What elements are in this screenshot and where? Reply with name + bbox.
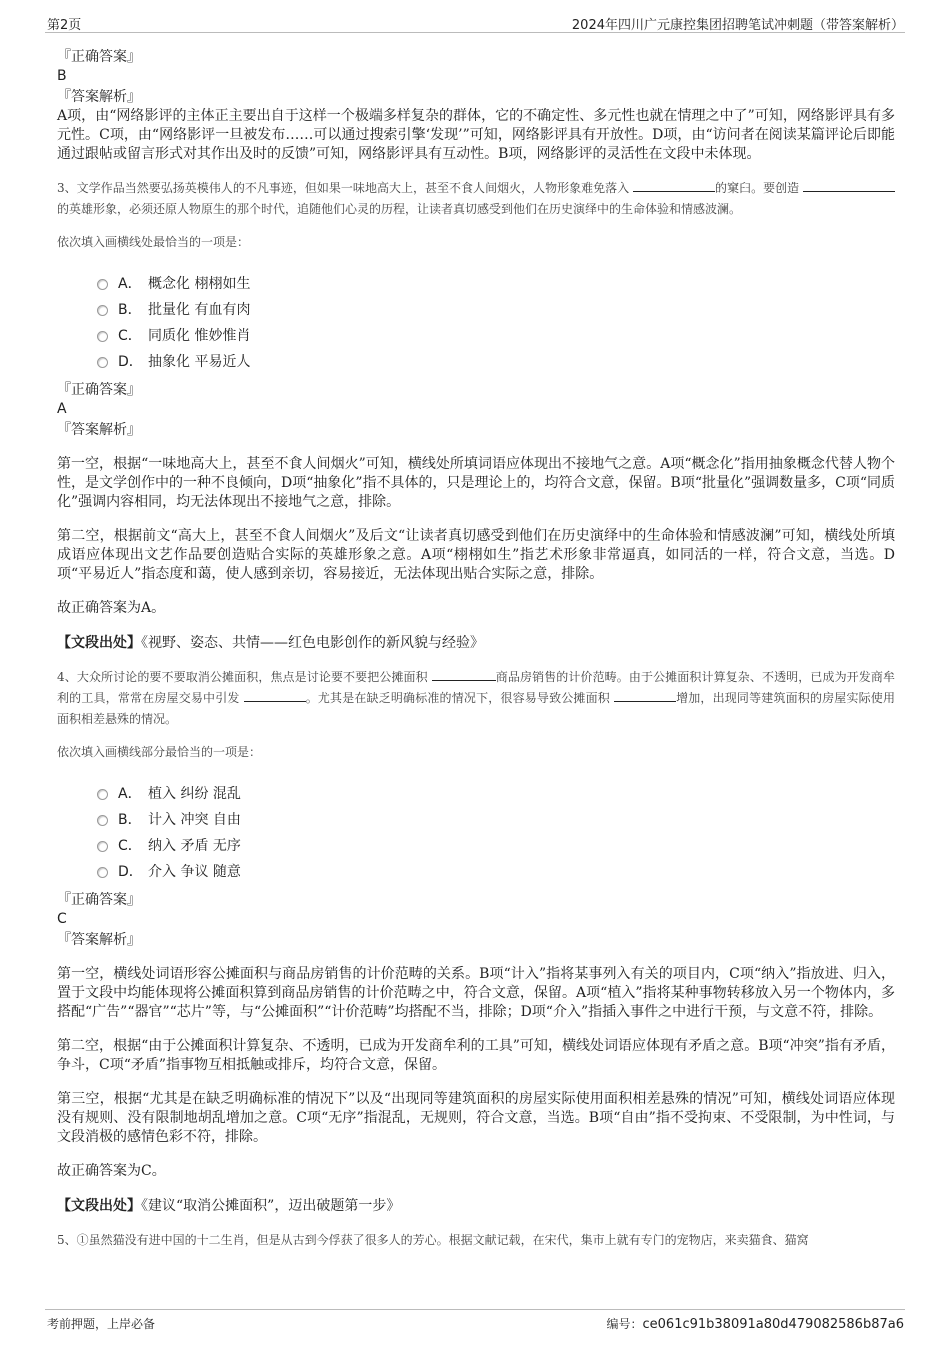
correct-answer: A bbox=[57, 401, 67, 417]
radio-icon[interactable] bbox=[97, 331, 108, 342]
answer-label: 『正确答案』 bbox=[57, 382, 141, 398]
fill-blank bbox=[633, 179, 715, 192]
explanation-text: A项，由“网络影评的主体正主要出自于这样一个极端多样复杂的群体，它的不确定性、多元性也就在情理之中了”可知，网络影评具有多元性。C项，由“网络影评一旦被发布……可以通过搜索引擎‘发现’”可知，网络影评具有开放性。D项，由“访问者在阅读某篇评论后即能通过跟帖或留言形式对其作出及时的反馈”可知，网络影评具有互动性。B项，网络影评的灵活性在文段中未体现。 bbox=[57, 108, 895, 162]
option-letter: B． bbox=[118, 302, 142, 318]
answer-label: 『正确答案』 bbox=[57, 892, 141, 908]
stem-text: 。尤其是在缺乏明确标准的情况下，很容易导致公摊面积 bbox=[305, 691, 610, 705]
radio-icon[interactable] bbox=[97, 279, 108, 290]
explanation-paragraph: 第二空，根据“由于公摊面积计算复杂、不透明，已成为开发商牟利的工具”可知，横线处词语应体现有矛盾之意。B项“冲突”指有矛盾，争斗，C项“矛盾”指事物互相抵触或排斥，均符合文意，保留。 bbox=[57, 1038, 895, 1073]
source-title: 《建议“取消公摊面积”，迈出破题第一步》 bbox=[141, 1198, 401, 1214]
option-letter: D． bbox=[118, 354, 143, 370]
stem-text: 的英雄形象，必须还原人物原生的那个时代，追随他们心灵的历程，让读者真切感受到他们在历史演绎中的生命体验和情感波澜。 bbox=[57, 202, 742, 216]
correct-answer: B bbox=[57, 68, 67, 84]
stem-text: 的窠臼。要创造 bbox=[715, 181, 800, 195]
conclusion: 故正确答案为A。 bbox=[57, 600, 166, 616]
answer-label: 『正确答案』 bbox=[57, 49, 141, 65]
source-label: 【文段出处】 bbox=[57, 635, 141, 651]
option-text: 同质化 惟妙惟肖 bbox=[148, 328, 251, 344]
explain-label: 『答案解析』 bbox=[57, 932, 141, 948]
fill-blank bbox=[803, 179, 895, 192]
fill-blank bbox=[432, 668, 496, 681]
radio-icon[interactable] bbox=[97, 789, 108, 800]
source-title: 《视野、姿态、共情——红色电影创作的新风貌与经验》 bbox=[141, 635, 484, 651]
option-a[interactable] bbox=[97, 271, 895, 297]
question-4-stem bbox=[57, 667, 895, 730]
explanation-paragraph: 第一空，横线处词语形容公摊面积与商品房销售的计价范畴的关系。B项“计入”指将某事列入有关的项目内，C项“纳入”指放进、归入，置于文段中均能体现将公摊面积算到商品房销售的计价范畴之中，符合文意，保留。A项“植入”指将某种事物转移放入另一个物体内，多搭配“广告”“器官”“芯片”等，与“公摊面积”“计价范畴”均搭配不当，排除；D项“介入”指插入事件之中进行干预，与文意不符，排除。 bbox=[57, 966, 895, 1020]
option-list bbox=[97, 781, 895, 885]
option-a[interactable] bbox=[97, 781, 895, 807]
option-text: 计入 冲突 自由 bbox=[148, 812, 241, 828]
stem-text: 增加，出现同等建筑面积的房屋实际使用面积相差悬殊的情况。 bbox=[57, 691, 895, 726]
page-header bbox=[0, 0, 950, 33]
question-prompt: 依次填入画横线处最恰当的一项是： bbox=[57, 235, 250, 249]
option-text: 抽象化 平易近人 bbox=[148, 354, 251, 370]
radio-icon[interactable] bbox=[97, 867, 108, 878]
stem-text: 商品房销售的计价范畴。由于公摊面积计算复杂、不透明，已成为开发商牟利的工具，常常在房屋交易中引发 bbox=[57, 670, 895, 705]
code-value: ce061c91b38091a80d479082586b87a6 bbox=[642, 1317, 904, 1332]
explain-label: 『答案解析』 bbox=[57, 422, 141, 438]
option-text: 植入 纠纷 混乱 bbox=[148, 786, 241, 802]
explain-label: 『答案解析』 bbox=[57, 89, 141, 105]
footer-slogan: 考前押题，上岸必备 bbox=[47, 1317, 156, 1331]
option-letter: A． bbox=[118, 276, 142, 292]
radio-icon[interactable] bbox=[97, 841, 108, 852]
option-d[interactable] bbox=[97, 859, 895, 885]
option-text: 介入 争议 随意 bbox=[148, 864, 241, 880]
footer-divider bbox=[45, 1309, 905, 1310]
source-citation bbox=[57, 1197, 895, 1216]
page-footer bbox=[0, 1305, 950, 1345]
question-5-stem: 5、①虽然猫没有进中国的十二生肖，但是从古到今俘获了很多人的芳心。根据文献记载，在宋代，集市上就有专门的宠物店，来卖猫食、猫窝 bbox=[57, 1233, 809, 1247]
radio-icon[interactable] bbox=[97, 815, 108, 826]
option-c[interactable] bbox=[97, 323, 895, 349]
option-letter: C． bbox=[118, 838, 142, 854]
source-label: 【文段出处】 bbox=[57, 1198, 141, 1214]
question-3-stem bbox=[57, 178, 895, 220]
option-text: 概念化 栩栩如生 bbox=[148, 276, 251, 292]
stem-text: 4、大众所讨论的要不要取消公摊面积，焦点是讨论要不要把公摊面积 bbox=[57, 670, 428, 684]
option-d[interactable] bbox=[97, 349, 895, 375]
option-text: 批量化 有血有肉 bbox=[148, 302, 251, 318]
option-letter: B． bbox=[118, 812, 142, 828]
document-code bbox=[606, 1315, 904, 1332]
radio-icon[interactable] bbox=[97, 305, 108, 316]
header-divider bbox=[45, 32, 905, 33]
option-letter: A． bbox=[118, 786, 142, 802]
fill-blank bbox=[244, 689, 306, 702]
page-number: 第2页 bbox=[47, 18, 82, 33]
option-text: 纳入 矛盾 无序 bbox=[148, 838, 241, 854]
conclusion: 故正确答案为C。 bbox=[57, 1163, 166, 1179]
option-list bbox=[97, 271, 895, 375]
correct-answer: C bbox=[57, 911, 67, 927]
fill-blank bbox=[614, 689, 676, 702]
option-c[interactable] bbox=[97, 833, 895, 859]
option-letter: C． bbox=[118, 328, 142, 344]
document-title: 2024年四川广元康控集团招聘笔试冲刺题（带答案解析） bbox=[571, 18, 904, 33]
document-body bbox=[57, 48, 895, 1251]
explanation-paragraph: 第一空，根据“一味地高大上，甚至不食人间烟火”可知，横线处所填词语应体现出不接地气之意。A项“概念化”指用抽象概念代替人物个性，是文学创作中的一种不良倾向，D项“抽象化”指不具体的，只是理论上的，均符合文意，保留。B项“批量化”强调数量多，C项“同质化”强调内容相同，均无法体现出不接地气之意，排除。 bbox=[57, 456, 896, 510]
question-prompt: 依次填入画横线部分最恰当的一项是： bbox=[57, 745, 262, 759]
explanation-paragraph: 第三空，根据“尤其是在缺乏明确标准的情况下”以及“出现同等建筑面积的房屋实际使用面积相差悬殊的情况”可知，横线处词语应体现没有规则、没有限制地胡乱增加之意。C项“无序”指混乱，无规则，符合文意，当选。B项“自由”指不受拘束、不受限制，为中性词，与文段消极的感情色彩不符，排除。 bbox=[57, 1091, 895, 1145]
source-citation bbox=[57, 634, 895, 653]
stem-text: 3、文学作品当然要弘扬英模伟人的不凡事迹，但如果一味地高大上，甚至不食人间烟火，人物形象难免落入 bbox=[57, 181, 630, 195]
radio-icon[interactable] bbox=[97, 357, 108, 368]
option-b[interactable] bbox=[97, 297, 895, 323]
option-letter: D． bbox=[118, 864, 143, 880]
explanation-paragraph: 第二空，根据前文“高大上，甚至不食人间烟火”及后文“让读者真切感受到他们在历史演绎中的生命体验和情感波澜”可知，横线处所填成语应体现出文艺作品要创造贴合实际的英雄形象之意。A项“栩栩如生”指艺术形象非常逼真，如同活的一样，符合文意，当选。D项“平易近人”指态度和蔼，使人感到亲切，容易接近，无法体现出贴合实际之意，排除。 bbox=[57, 528, 895, 582]
code-label: 编号： bbox=[606, 1317, 643, 1331]
option-b[interactable] bbox=[97, 807, 895, 833]
